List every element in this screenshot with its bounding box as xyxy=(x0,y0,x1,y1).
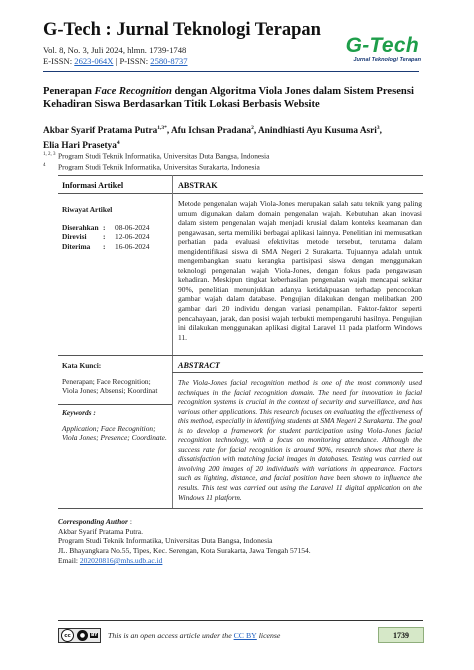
kata-kunci-rule xyxy=(58,355,172,356)
cc-icon: cc xyxy=(61,629,74,642)
author-list: Akbar Syarif Pratama Putra$^{1,3*}$, Afu Ichsan Pradana$^2$, Anindhiasti Ayu Kusuma Asri$^3$, Elia Hari Prasetya$^4$ xyxy=(43,125,382,151)
journal-title: G-Tech : Jurnal Teknologi Terapan xyxy=(43,20,321,40)
email-link[interactable]: 202020816@mhs.udb.ac.id xyxy=(79,555,163,565)
header-divider xyxy=(43,71,419,72)
journal-meta xyxy=(43,45,188,66)
kata-kunci-text: Penerapan; Face Recognition; Viola Jones; Absensi; Koordinat xyxy=(62,376,158,396)
paper-title: Penerapan Face Recognition dengan Algoritma Viola Jones dalam Sistem Presensi Kehadiran Siswa Berdasarkan Titik Lokasi Berbasis Website xyxy=(43,86,414,110)
license-text: This is an open access article under the CC BY license xyxy=(108,631,281,640)
kata-kunci-block xyxy=(62,361,168,396)
corresponding-name: Akbar Syarif Pratama Putra. xyxy=(58,526,143,536)
abstrak-heading: ABSTRAK xyxy=(178,181,218,190)
logo-text: G-Tech xyxy=(345,34,419,57)
page-number: 1739 xyxy=(378,627,424,643)
history-heading: Riwayat Artikel xyxy=(62,205,113,214)
author-name: Afu Ichsan Pradana xyxy=(170,126,252,137)
volume-line: Vol. 8, No. 3, Juli 2024, hlmn. 1739-1748 xyxy=(43,45,187,55)
author-sup: 3 xyxy=(376,125,380,131)
affiliation-item: $^4$ Program Studi Teknik Informatika, Universitas Surakarta, Indonesia xyxy=(43,162,260,172)
author-sup: 1,3* xyxy=(157,125,167,131)
kata-kunci-heading: Kata Kunci: xyxy=(62,361,102,370)
affiliation-item: $^{1, 2, 3}$ Program Studi Teknik Informatika, Universitas Duta Bangsa, Indonesia xyxy=(43,151,270,161)
author-name: Anindhiasti Ayu Kusuma Asri xyxy=(257,126,377,137)
author-sup: 2 xyxy=(251,125,254,131)
affiliations xyxy=(43,150,423,172)
section-head-rule xyxy=(58,193,423,194)
corresponding-author xyxy=(58,517,438,566)
corresponding-dept: Program Studi Teknik Informatika, Universitas Duta Bangsa, Indonesia xyxy=(58,536,273,546)
license-link[interactable]: CC BY xyxy=(233,631,257,640)
keywords-block xyxy=(62,408,168,443)
footer-divider xyxy=(58,620,423,621)
issn-line: E-ISSN: 2623-064X | P-ISSN: 2580-8737 xyxy=(43,55,188,66)
corresponding-heading: Corresponding Author : xyxy=(58,517,132,526)
abstract-heading: ABSTRACT xyxy=(178,361,220,370)
history-row: Diterima : 16-06-2024 xyxy=(62,241,150,251)
by-person-icon: ● xyxy=(77,630,88,641)
article-history xyxy=(62,205,167,251)
abstract-head-rule xyxy=(172,372,423,373)
pissn-link[interactable]: 2580-8737 xyxy=(150,55,188,66)
history-row: Diserahkan : 08-06-2024 xyxy=(62,222,150,232)
abstract-text: The Viola-Jones facial recognition method is one of the most commonly used techniques in the facial recognition domain. The need for innovation in facial recognition systems is crucial in the context of security and surveillance, and has various other applications. This research focuses on evaluating the effectiveness of this method, especially in identifying students at SMA Negeri 2 Surakarta. The goal is to develop a framework for student participation using Viola-Jones facial recognition technology, with a focus on monitoring attendance. Although the success rate for facial recognition is around 90%, research shows that there is dissatisfaction with matching facial images in databases. Testing was carried out involving 200 images of 20 individuals with variations in appearance. Factors such as lighting, distance, and facial position have been shown to influence the results. This test was carried out using the Laravel 11 digital application on the Windows 11 platform. xyxy=(178,378,422,502)
keywords-text: Application; Face Recognition; Viola Jones; Presence; Coordinate. xyxy=(62,423,167,443)
abstrak-text: Metode pengenalan wajah Viola-Jones merupakan salah satu teknik yang paling umum digunakan dalam domain pengenalan wajah. Kebutuhan akan inovasi dalam sistem pengenalan wajah menjadi krusial dalam konteks keamanan dan pengawasan, serta memiliki berbagai aplikasi lainnya. Penelitian ini memusatkan perhatian pada evaluasi efektivitas metode tersebut, terutama dalam mengidentifikasi siswa di SMA Negeri 2 Surakarta. Tujuannya adalah untuk mengembangkan suatu kerangka partisipasi siswa dengan menggunakan teknologi pengenalan wajah Viola-Jones, dengan fokus pada pengawasan kehadiran. Meskipun tingkat keberhasilan pengenalan wajah mencapai sekitar 90%, penelitian menunjukkan adanya ketidakpuasan terhadap pencocokan gambar wajah dalam database. Pengujian dilakukan dengan melibatkan 200 gambar dari 20 individu dengan variasi penampilan. Faktor-faktor seperti pencahayaan, jarak, dan posisi wajah terbukti mempengaruhi hasilnya. Pengujian ini dilakukan menggunakan aplikasi digital Laravel 11 pada platform Windows 11. xyxy=(178,199,422,342)
cc-by-badge[interactable] xyxy=(58,628,101,643)
cc-label: BY xyxy=(91,633,98,638)
author-name: Elia Hari Prasetya xyxy=(43,140,117,151)
section-top-rule xyxy=(58,175,423,176)
keywords-rule xyxy=(58,404,172,405)
corresponding-email: Email: 202020816@mhs.udb.ac.id xyxy=(58,555,163,565)
author-sup: 4 xyxy=(116,139,120,146)
abstract-top-rule xyxy=(172,355,423,356)
history-row: Direvisi : 12-06-2024 xyxy=(62,232,150,242)
column-divider xyxy=(172,175,173,508)
section-bottom-rule xyxy=(58,508,423,509)
corresponding-address: JL. Bhayangkara No.55, Tipes, Kec. Serengan, Kota Surakarta, Jawa Tengah 57154. xyxy=(58,546,311,556)
keywords-heading: Keywords : xyxy=(62,408,96,417)
info-heading: Informasi Artikel xyxy=(62,181,124,190)
journal-logo xyxy=(335,34,423,70)
logo-subtitle: Jurnal Teknologi Terapan xyxy=(353,57,421,63)
author-name: Akbar Syarif Pratama Putra xyxy=(43,126,158,137)
eissn-link[interactable]: 2623-064X xyxy=(74,55,114,66)
